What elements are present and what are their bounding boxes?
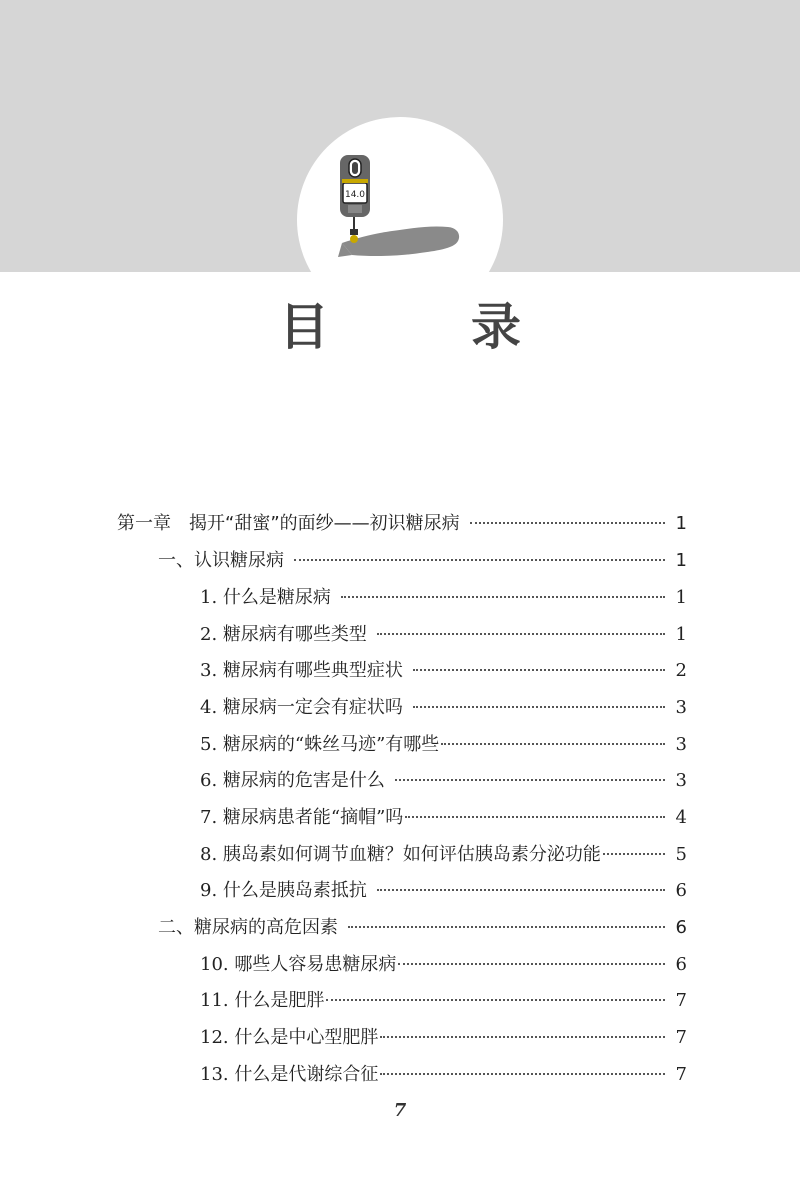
toc-entry-page: 1 xyxy=(675,624,687,645)
toc-entry-item-9[interactable] xyxy=(200,877,687,905)
toc-entry-label: 13. 什么是代谢综合征 xyxy=(200,1064,379,1085)
toc-entry-label: 第一章 揭开“甜蜜”的面纱——初识糖尿病 xyxy=(117,513,460,534)
page-number: 7 xyxy=(393,1100,407,1121)
toc-leader-dots xyxy=(395,779,665,781)
toc-entry-page: 7 xyxy=(675,1064,687,1085)
toc-entry-page: 3 xyxy=(675,697,687,718)
toc-entry-item-2[interactable] xyxy=(200,621,687,649)
toc-entry-page: 3 xyxy=(675,734,687,755)
toc-leader-dots xyxy=(441,743,665,745)
toc-leader-dots xyxy=(326,999,665,1001)
toc-entry-label: 7. 糖尿病患者能“摘帽”吗 xyxy=(200,807,404,828)
toc-leader-dots xyxy=(413,669,665,671)
toc-entry-item-5[interactable] xyxy=(200,731,687,759)
toc-leader-dots xyxy=(470,522,665,524)
toc-entry-item-1[interactable] xyxy=(200,584,687,612)
toc-leader-dots xyxy=(380,1073,665,1075)
toc-entry-page: 3 xyxy=(675,770,687,791)
toc-entry-page: 7 xyxy=(675,1027,687,1048)
toc-entry-page: 6 xyxy=(675,954,687,975)
toc-entry-label: 12. 什么是中心型肥胖 xyxy=(200,1027,379,1048)
toc-entry-page: 7 xyxy=(675,990,687,1011)
toc-entry-label: 3. 糖尿病有哪些典型症状 xyxy=(200,660,403,681)
toc-leader-dots xyxy=(348,926,665,928)
toc-entry-label: 2. 糖尿病有哪些类型 xyxy=(200,624,367,645)
toc-entry-page: 1 xyxy=(675,550,687,571)
toc-entry-item-13[interactable] xyxy=(200,1061,687,1089)
toc-leader-dots xyxy=(398,963,665,965)
toc-leader-dots xyxy=(377,889,665,891)
toc-entry-item-7[interactable] xyxy=(200,804,687,832)
toc-entry-item-12[interactable] xyxy=(200,1024,687,1052)
toc-leader-dots xyxy=(341,596,665,598)
toc-entry-item-8[interactable] xyxy=(200,841,687,869)
toc-leader-dots xyxy=(405,816,665,818)
toc-entry-item-11[interactable] xyxy=(200,987,687,1015)
toc-leader-dots xyxy=(603,853,665,855)
toc-leader-dots xyxy=(377,633,665,635)
toc-entry-label: 10. 哪些人容易患糖尿病 xyxy=(200,954,397,975)
toc-entry-chapter-1[interactable] xyxy=(117,510,687,538)
toc-entry-label: 6. 糖尿病的危害是什么 xyxy=(200,770,385,791)
toc-entry-item-3[interactable] xyxy=(200,657,687,685)
toc-entry-label: 1. 什么是糖尿病 xyxy=(200,587,331,608)
toc-leader-dots xyxy=(380,1036,665,1038)
toc-entry-item-6[interactable] xyxy=(200,767,687,795)
toc-entry-label: 8. 胰岛素如何调节血糖？如何评估胰岛素分泌功能 xyxy=(200,844,601,865)
toc-leader-dots xyxy=(294,559,665,561)
toc-entry-label: 4. 糖尿病一定会有症状吗 xyxy=(200,697,403,718)
toc-entry-page: 4 xyxy=(675,807,687,828)
toc-entry-label: 11. 什么是肥胖 xyxy=(200,990,325,1011)
toc-entry-label: 9. 什么是胰岛素抵抗 xyxy=(200,880,367,901)
toc-entry-page: 2 xyxy=(675,660,687,681)
toc-entry-label: 二、糖尿病的高危因素 xyxy=(158,917,338,938)
toc-entry-item-10[interactable] xyxy=(200,951,687,979)
toc-entry-label: 5. 糖尿病的“蛛丝马迹”有哪些 xyxy=(200,734,440,755)
page-title: 目 录 xyxy=(279,298,567,356)
toc-entry-page: 6 xyxy=(675,880,687,901)
toc-entry-label: 一、认识糖尿病 xyxy=(158,550,284,571)
toc-entry-section-1[interactable] xyxy=(158,547,687,575)
toc-entry-section-2[interactable] xyxy=(158,914,687,942)
toc-entry-page: 1 xyxy=(675,587,687,608)
meter-reading: 14.0 xyxy=(344,190,366,200)
toc-leader-dots xyxy=(413,706,665,708)
toc-entry-page: 6 xyxy=(675,917,687,938)
toc-entry-page: 5 xyxy=(675,844,687,865)
toc-entry-page: 1 xyxy=(675,513,687,534)
toc-entry-item-4[interactable] xyxy=(200,694,687,722)
